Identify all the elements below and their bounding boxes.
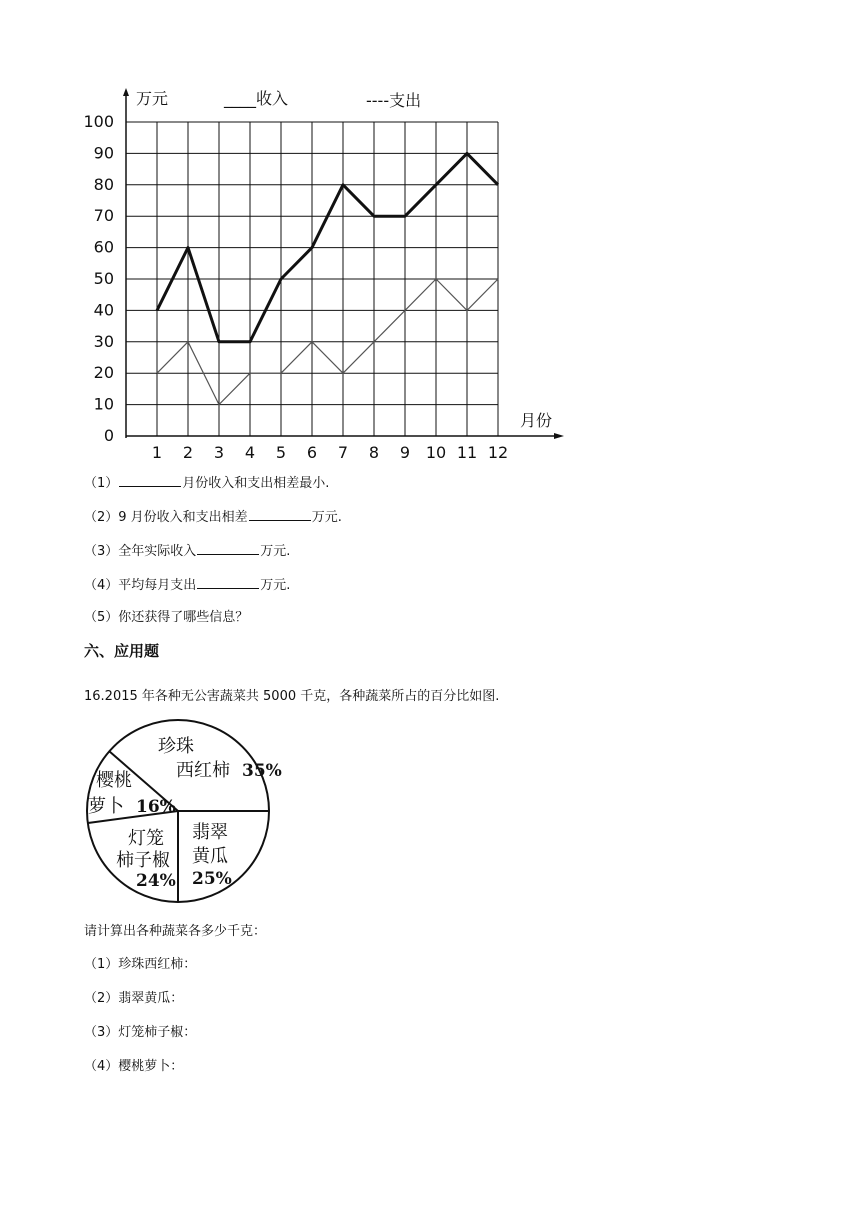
question-2-prefix: （2）9 月份收入和支出相差 xyxy=(84,510,248,525)
question-1 xyxy=(84,473,329,493)
question-2-suffix: 万元. xyxy=(311,510,342,525)
pie-label-cucumber-pct: 25% xyxy=(192,869,232,889)
sub-question-3: （3）灯笼柿子椒： xyxy=(84,1025,197,1040)
x-tick-label: 8 xyxy=(368,443,380,462)
y-axis-label: 万元 xyxy=(136,89,169,108)
y-tick-label: 60 xyxy=(93,237,114,257)
question-3-suffix: 万元. xyxy=(260,544,291,559)
pie-label-radish-name2: 萝卜 xyxy=(88,796,124,817)
y-tick-label: 100 xyxy=(83,112,114,131)
y-tick-label: 50 xyxy=(93,269,114,288)
y-tick-label: 80 xyxy=(93,174,114,194)
answer-blank-1[interactable] xyxy=(119,473,181,487)
x-tick-label: 10 xyxy=(425,443,447,462)
x-tick-label: 11 xyxy=(456,443,478,462)
y-tick-label: 90 xyxy=(93,143,114,163)
pie-label-pepper-name2: 柿子椒 xyxy=(116,850,170,871)
y-tick-label: 30 xyxy=(93,331,114,351)
x-tick-label: 2 xyxy=(182,443,194,462)
y-tick-label: 40 xyxy=(93,300,114,320)
x-tick-label: 4 xyxy=(244,443,256,462)
y-tick-label: 10 xyxy=(93,394,114,414)
sub-question-2: （2）翡翠黄瓜： xyxy=(84,991,184,1006)
pie-label-radish-name1: 樱桃 xyxy=(96,770,132,791)
answer-blank-4[interactable] xyxy=(197,575,259,589)
instruction-text: 请计算出各种蔬菜各多少千克： xyxy=(84,924,267,939)
x-tick-label: 1 xyxy=(151,443,163,462)
answer-blank-2[interactable] xyxy=(249,507,311,521)
question-1-prefix: （1） xyxy=(84,476,119,491)
problem-16-text: 16.2015 年各种无公害蔬菜共 5000 千克，各种蔬菜所占的百分比如图. xyxy=(84,689,500,704)
sub-question-1: （1）珍珠西红柿： xyxy=(84,957,197,972)
question-1-suffix: 月份收入和支出相差最小. xyxy=(182,476,330,491)
sub-question-4: （4）樱桃萝卜： xyxy=(84,1059,184,1074)
pie-label-pepper-pct: 24% xyxy=(136,871,176,891)
y-tick-label: 0 xyxy=(103,426,114,445)
x-tick-label: 6 xyxy=(306,443,318,462)
pie-svg xyxy=(82,714,282,908)
x-tick-label: 5 xyxy=(275,443,287,462)
pie-label-tomato-pct: 35% xyxy=(242,761,282,781)
question-4-suffix: 万元. xyxy=(260,578,291,593)
x-axis-arrow xyxy=(554,433,564,439)
section-title: 六、应用题 xyxy=(84,642,160,660)
y-axis-arrow xyxy=(123,88,129,96)
legend-income: ____收入 xyxy=(224,89,289,108)
x-tick-label: 7 xyxy=(337,443,349,462)
x-tick-label: 9 xyxy=(399,443,411,462)
legend-expense: ----支出 xyxy=(366,91,422,110)
vegetable-pie-chart xyxy=(82,714,282,908)
income-expense-chart xyxy=(78,84,578,464)
chart-svg xyxy=(78,84,578,464)
question-2 xyxy=(84,507,342,527)
pie-label-cucumber-name2: 黄瓜 xyxy=(192,846,228,867)
question-3-prefix: （3）全年实际收入 xyxy=(84,544,197,559)
x-tick-label: 12 xyxy=(487,443,509,462)
question-4 xyxy=(84,575,290,595)
pie-label-cucumber-name1: 翡翠 xyxy=(192,822,228,843)
y-tick-label: 20 xyxy=(93,363,114,383)
question-5 xyxy=(84,609,248,627)
question-4-prefix: （4）平均每月支出 xyxy=(84,578,197,593)
x-axis-label: 月份 xyxy=(520,411,553,430)
question-3 xyxy=(84,541,290,561)
answer-blank-3[interactable] xyxy=(197,541,259,555)
x-tick-label: 3 xyxy=(213,443,225,462)
question-5-text: （5）你还获得了哪些信息？ xyxy=(84,610,249,625)
pie-label-tomato-name2: 西红柿 xyxy=(176,760,230,781)
pie-label-tomato-name1: 珍珠 xyxy=(158,736,194,757)
pie-label-radish-pct: 16% xyxy=(136,797,176,817)
pie-label-pepper-name1: 灯笼 xyxy=(128,828,164,849)
y-tick-label: 70 xyxy=(93,206,114,226)
